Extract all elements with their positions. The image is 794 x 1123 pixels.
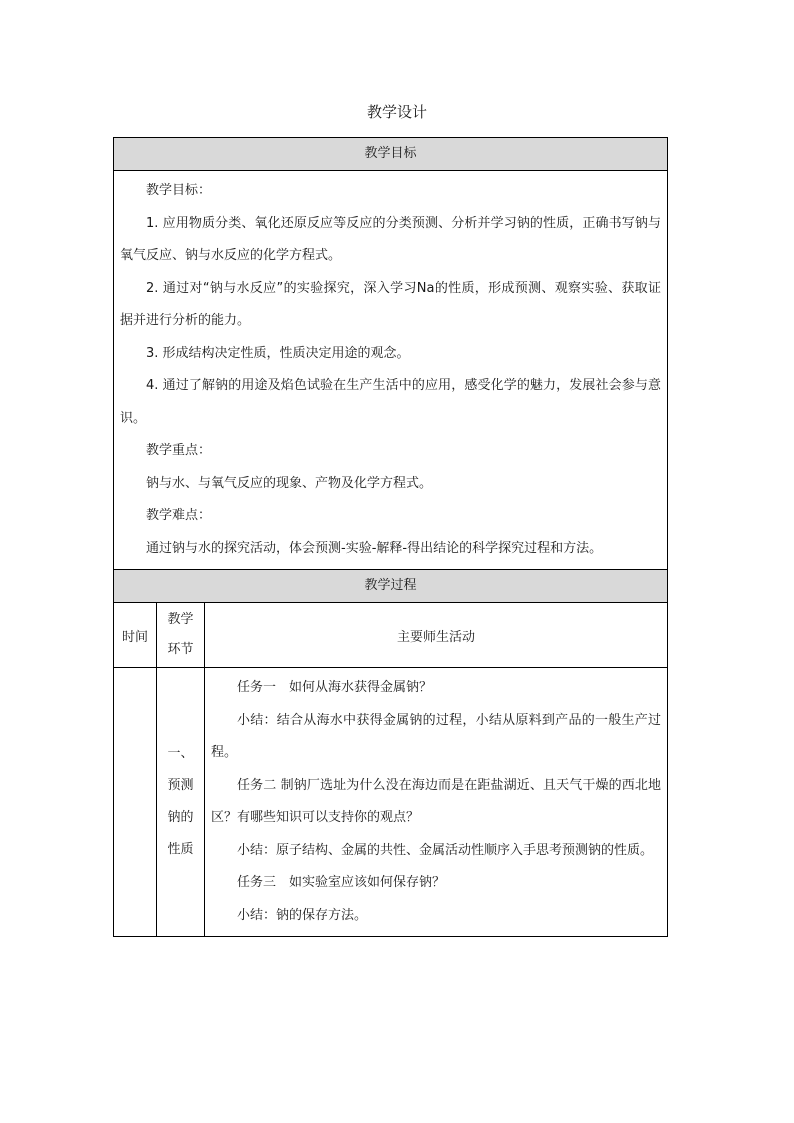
objectives-header: 教学目标 [114,138,668,171]
task-3: 任务三 如实验室应该如何保存钠？ [237,875,446,890]
objective-item-1: 1. 应用物质分类、氧化还原反应等反应的分类预测、分析并学习钠的性质，正确书写钠与氧气反应、钠与水反应的化学方程式。 [120,215,661,263]
activities-cell [205,668,668,937]
column-header-activities: 主要师生活动 [205,603,668,668]
difficult-points-text: 通过钠与水的探究活动，体会预测-实验-解释-得出结论的科学探究过程和方法。 [146,540,603,556]
stage-line: 预测 [167,778,194,793]
stage-line: 钠的 [167,810,194,825]
key-points-label: 教学重点： [146,443,212,458]
summary-3: 小结：钠的保存方法。 [237,907,368,923]
column-header-stage [157,603,205,668]
document-title: 教学设计 [366,103,427,121]
table-row [114,668,668,937]
stage-line: 性质 [167,842,194,857]
difficult-points-label: 教学难点： [146,508,212,523]
objective-item-2: 2. 通过对“钠与水反应”的实验探究，深入学习Na的性质，形成预测、观察实验、获取证据并进行分析的能力。 [120,280,661,328]
column-header-stage-line2: 环节 [167,642,194,657]
stage-line: 一、 [167,746,194,761]
task-2: 任务二 制钠厂选址为什么没在海边而是在距盐湖近、且天气干燥的西北地区？有哪些知识可以支持你的观点？ [211,777,661,825]
key-points-text: 钠与水、与氧气反应的现象、产物及化学方程式。 [146,475,433,491]
summary-2: 小结：原子结构、金属的共性、金属活动性顺序入手思考预测钠的性质。 [237,842,654,858]
stage-cell [157,668,205,937]
time-cell [114,668,157,937]
task-1: 任务一 如何从海水获得金属钠？ [237,680,433,695]
column-header-stage-line1: 教学 [167,612,194,627]
process-header: 教学过程 [114,570,668,603]
summary-1: 小结：结合从海水中获得金属钠的过程，小结从原料到产品的一般生产过程。 [211,712,661,760]
objective-item-3: 3. 形成结构决定性质，性质决定用途的观念。 [146,345,410,361]
column-header-time: 时间 [114,603,157,668]
objectives-content [114,171,668,570]
objective-item-4: 4. 通过了解钠的用途及焰色试验在生产生活中的应用，感受化学的魅力，发展社会参与意识。 [120,378,661,426]
lesson-plan-table [113,137,668,937]
objectives-label: 教学目标： [146,183,212,198]
